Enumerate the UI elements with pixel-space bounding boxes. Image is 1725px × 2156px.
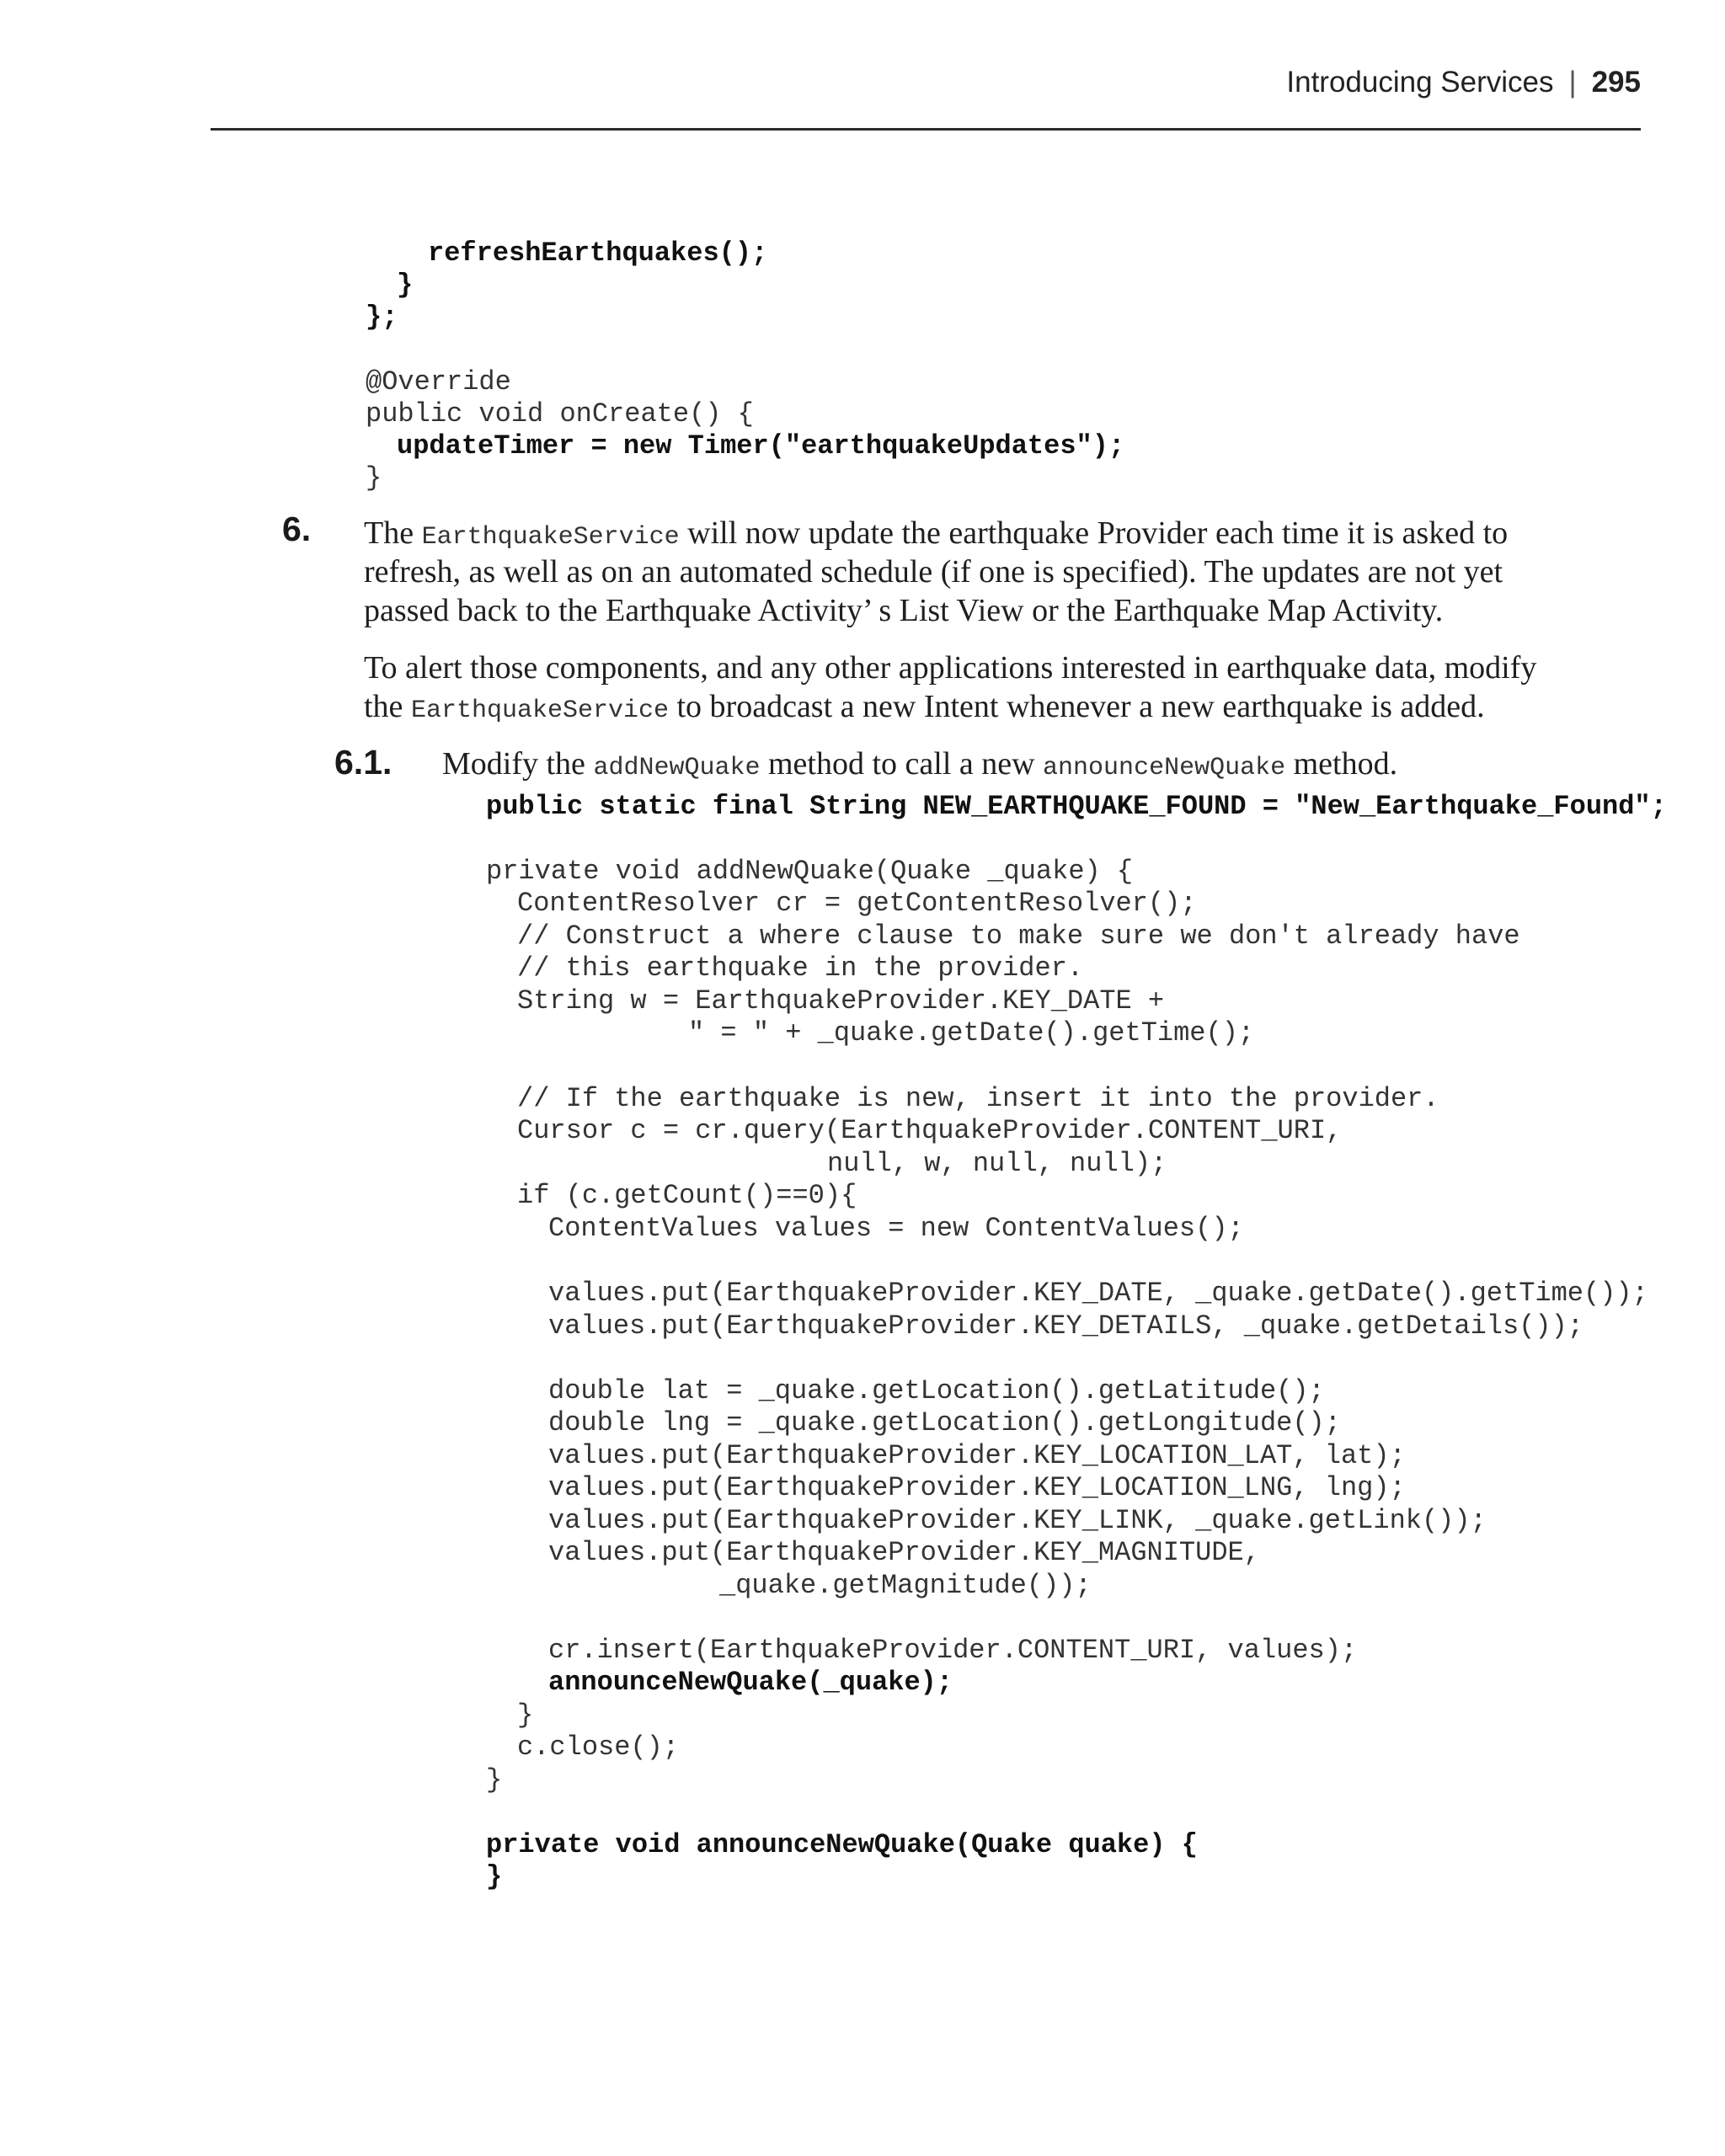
code-line: refreshEarthquakes();	[428, 237, 768, 269]
text-run: will now update the earthquake Provider each time it is asked to	[679, 515, 1509, 551]
code-line: String w = EarthquakeProvider.KEY_DATE +	[517, 985, 1165, 1017]
text-run: to broadcast a new Intent whenever a new earthquake is added.	[669, 689, 1485, 724]
code-line: }	[397, 270, 414, 301]
paragraph-line: To alert those components, and any other applications interested in earthquake data, modify	[364, 650, 1537, 686]
code-line: private void announceNewQuake(Quake quake) {	[486, 1829, 1198, 1860]
substep-number: 6.1.	[334, 743, 393, 782]
inline-code: EarthquakeService	[421, 523, 680, 552]
paragraph-line	[364, 514, 1508, 557]
substep-text	[442, 744, 1397, 787]
code-line: values.put(EarthquakeProvider.KEY_LOCATION_LAT, lat);	[548, 1440, 1406, 1471]
paragraph-line: refresh, as well as on an automated schedule (if one is specified). The updates are not yet	[364, 554, 1503, 590]
inline-code: announceNewQuake	[1043, 754, 1286, 782]
section-title: Introducing Services	[1286, 66, 1554, 99]
code-line: }	[486, 1764, 503, 1796]
page-header	[211, 59, 1641, 131]
code-line: // this earthquake in the provider.	[517, 953, 1084, 984]
code-line: if (c.getCount()==0){	[517, 1180, 857, 1211]
paragraph-line: passed back to the Earthquake Activity’ s List View or the Earthquake Map Activity.	[364, 593, 1444, 628]
code-line: };	[366, 302, 398, 333]
text-run: the	[364, 689, 411, 724]
code-line: c.close();	[517, 1732, 680, 1763]
page-number: 295	[1591, 66, 1641, 99]
text-run: Modify the	[442, 746, 594, 782]
code-line: values.put(EarthquakeProvider.KEY_LOCATION_LNG, lng);	[548, 1472, 1406, 1503]
inline-code: addNewQuake	[593, 754, 761, 782]
code-line: announceNewQuake(_quake);	[548, 1667, 953, 1698]
code-line: }	[366, 462, 382, 494]
code-line: values.put(EarthquakeProvider.KEY_DETAILS, _quake.getDetails());	[548, 1310, 1583, 1342]
header-separator: |	[1568, 66, 1577, 99]
code-line: }	[517, 1700, 534, 1731]
text-run: method.	[1285, 746, 1398, 782]
code-line: Cursor c = cr.query(EarthquakeProvider.CONTENT_URI,	[517, 1115, 1343, 1146]
code-line: cr.insert(EarthquakeProvider.CONTENT_URI, values);	[548, 1635, 1358, 1666]
step-number: 6.	[282, 510, 312, 548]
code-line: public void onCreate() {	[366, 398, 754, 430]
code-line: @Override	[366, 366, 511, 398]
code-line: ContentValues values = new ContentValues();	[548, 1213, 1244, 1244]
code-line: // Construct a where clause to make sure we don't already have	[517, 921, 1520, 952]
code-line: values.put(EarthquakeProvider.KEY_MAGNITUDE,	[548, 1537, 1260, 1568]
code-line: null, w, null, null);	[827, 1148, 1167, 1179]
code-line: double lat = _quake.getLocation().getLatitude();	[548, 1375, 1325, 1406]
code-line: _quake.getMagnitude());	[719, 1570, 1092, 1601]
code-line: }	[486, 1861, 503, 1892]
code-line: values.put(EarthquakeProvider.KEY_DATE, _quake.getDate().getTime());	[548, 1278, 1648, 1309]
text-run: method to call a new	[760, 746, 1044, 782]
code-line: updateTimer = new Timer("earthquakeUpdates");	[397, 430, 1125, 462]
code-line: ContentResolver cr = getContentResolver();	[517, 888, 1197, 919]
code-line: public static final String NEW_EARTHQUAKE_FOUND = "New_Earthquake_Found";	[486, 791, 1667, 822]
inline-code: EarthquakeService	[410, 696, 669, 725]
paragraph-line	[364, 687, 1485, 730]
code-line: " = " + _quake.getDate().getTime();	[688, 1017, 1255, 1049]
code-line: // If the earthquake is new, insert it into the provider.	[517, 1083, 1439, 1114]
code-line: private void addNewQuake(Quake _quake) {	[486, 856, 1134, 887]
code-line: double lng = _quake.getLocation().getLongitude();	[548, 1407, 1341, 1438]
text-run: The	[364, 515, 422, 551]
header-text	[1286, 66, 1641, 99]
code-line: values.put(EarthquakeProvider.KEY_LINK, _quake.getLink());	[548, 1505, 1487, 1536]
